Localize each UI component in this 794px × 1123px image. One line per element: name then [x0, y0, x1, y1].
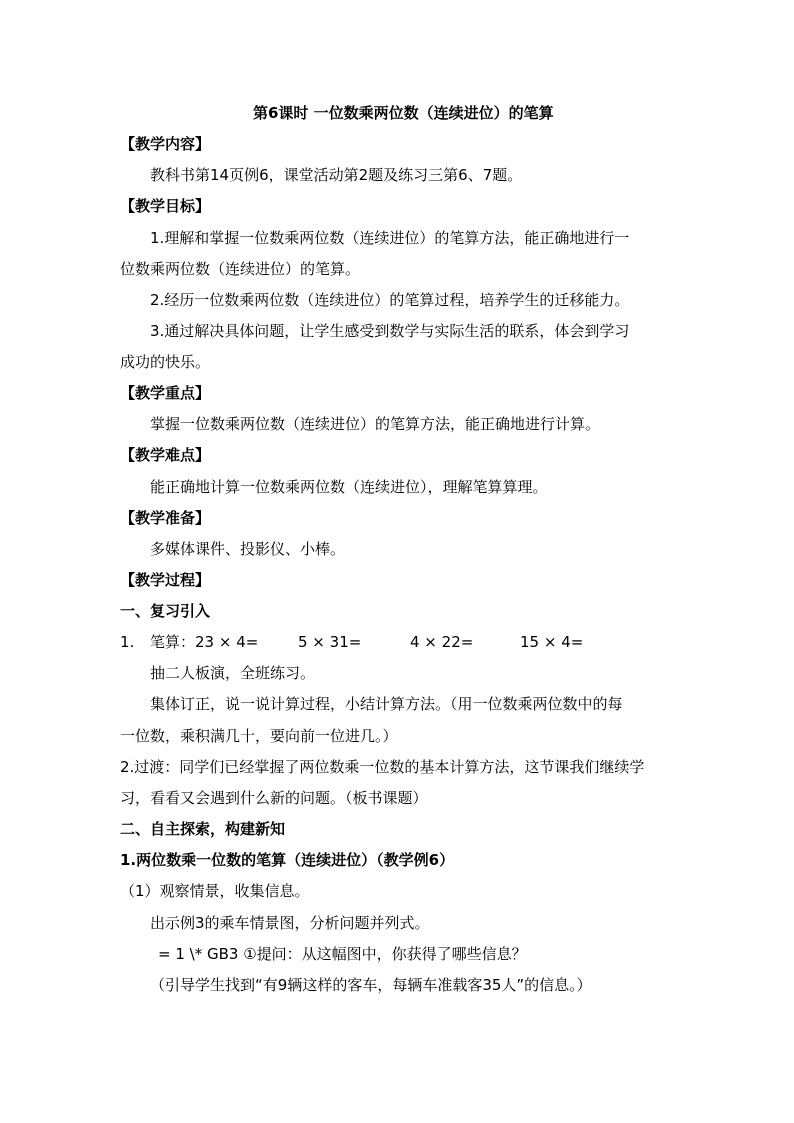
part2-step1: （1）观察情景，收集信息。	[120, 882, 310, 900]
part1-line-b2: 一位数，乘积满几十，要向前一位进几。）	[120, 727, 398, 745]
goal3-line1: 3.通过解决具体问题，让学生感受到数学与实际生活的联系，体会到学习	[150, 322, 630, 340]
part1-line-a: 抽二人板演，全班练习。	[150, 664, 316, 682]
content-heading: 【教学内容】	[120, 135, 211, 153]
key-text: 掌握一位数乘两位数（连续进位）的笔算方法，能正确地进行计算。	[150, 415, 601, 433]
goal1-line1: 1.理解和掌握一位数乘两位数（连续进位）的笔算方法，能正确地进行一	[150, 229, 630, 247]
calc-item-2: 5 × 31=	[298, 633, 362, 651]
process-heading: 【教学过程】	[120, 571, 211, 589]
calc-item-4: 15 × 4=	[520, 633, 584, 651]
item-number: 1.	[120, 633, 135, 651]
part2-subheading: 1.两位数乘一位数的笔算（连续进位）（教学例6）	[120, 851, 455, 869]
part1-line-c1: 2.过渡：同学们已经掌握了两位数乘一位数的基本计算方法，这节课我们继续学	[120, 758, 645, 776]
key-heading: 【教学重点】	[120, 384, 211, 402]
difficult-text: 能正确地计算一位数乘两位数（连续进位），理解笔算算理。	[150, 478, 548, 496]
difficult-heading: 【教学难点】	[120, 446, 211, 464]
document-title: 第6课时 一位数乘两位数（连续进位）的笔算	[253, 104, 554, 122]
goal2-text: 2.经历一位数乘两位数（连续进位）的笔算过程，培养学生的迁移能力。	[150, 291, 630, 309]
part2-step1-b: = 1 \* GB3 ①提问：从这幅图中，你获得了哪些信息？	[158, 945, 527, 963]
prep-text: 多媒体课件、投影仪、小棒。	[150, 540, 346, 558]
part2-step1-a: 出示例3的乘车情景图，分析问题并列式。	[150, 914, 430, 932]
prep-heading: 【教学准备】	[120, 509, 211, 527]
goal1-line2: 位数乘两位数（连续进位）的笔算。	[120, 260, 361, 278]
part2-heading: 二、自主探索，构建新知	[120, 820, 286, 838]
part1-line-c2: 习，看看又会遇到什么新的问题。（板书课题）	[120, 789, 428, 807]
part1-line-b1: 集体订正，说一说计算过程，小结计算方法。（用一位数乘两位数中的每	[150, 695, 623, 713]
goals-heading: 【教学目标】	[120, 197, 211, 215]
part2-step1-c: （引导学生找到“有9辆这样的客车，每辆车准载客35人”的信息。）	[150, 976, 592, 994]
calc-label: 笔算：23 × 4=	[150, 633, 259, 651]
part1-heading: 一、复习引入	[120, 602, 211, 620]
content-text: 教科书第14页例6，课堂活动第2题及练习三第6、7题。	[150, 166, 523, 184]
calc-item-3: 4 × 22=	[410, 633, 474, 651]
goal3-line2: 成功的快乐。	[120, 353, 211, 371]
